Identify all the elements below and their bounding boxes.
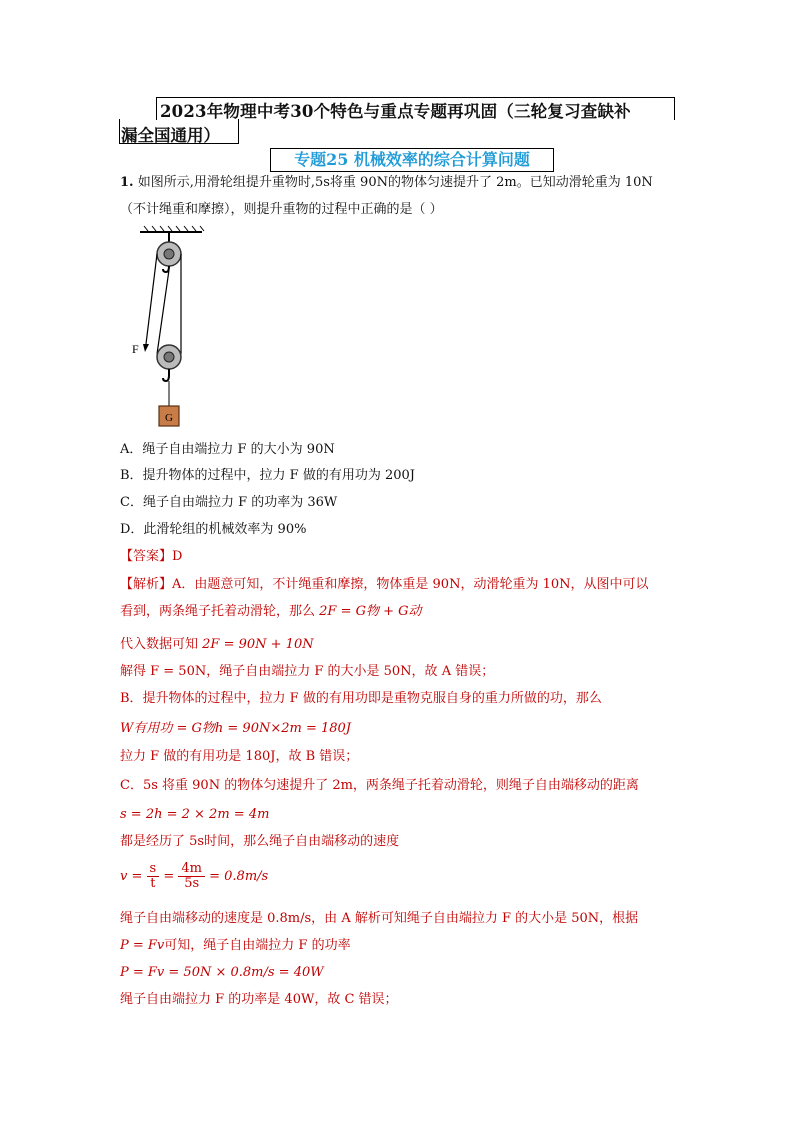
option-d: D．此滑轮组的机械效率为 90% (120, 522, 307, 537)
page-title-line1: 2023年物理中考30个特色与重点专题再巩固（三轮复习查缺补 (160, 102, 631, 121)
analysis-line-3 (120, 636, 314, 654)
option-b: B．提升物体的过程中，拉力 F 做的有用功为 200J (120, 468, 415, 483)
analysis-text: 可知，绳子自由端拉力 F 的功率 (164, 938, 351, 953)
eq-speed-result: = 0.8m/s (209, 869, 269, 884)
topic-subtitle: 专题25 机械效率的综合计算问题 (270, 148, 554, 172)
equation-power-formula: P = Fv (120, 938, 165, 953)
analysis-line-1 (120, 576, 649, 594)
equation-distance: s = 2h = 2 × 2m = 4m (120, 807, 270, 822)
analysis-line-9: 绳子自由端移动的速度是 0.8m/s，由 A 解析可知绳子自由端拉力 F 的大小是 50N，根据 (120, 911, 639, 926)
analysis-line-6: 拉力 F 做的有用功是 180J，故 B 错误； (120, 749, 359, 764)
eq-equals: = (163, 869, 175, 884)
analysis-text: 代入数据可知 (120, 637, 199, 652)
analysis-line-4: 解得 F = 50N，绳子自由端拉力 F 的大小是 50N，故 A 错误； (120, 664, 495, 679)
question-stem-line2: （不计绳重和摩擦），则提升重物的过程中正确的是（ ） (120, 202, 443, 217)
question-number: 1. (120, 175, 134, 190)
frac-num-s: s (147, 862, 160, 877)
question-stem-line1 (120, 174, 653, 192)
equation-force-balance: 2F = G物 + G动 (319, 604, 422, 619)
eq-speed-lhs: v = (120, 869, 143, 884)
fraction-4m-over-5s (178, 862, 205, 891)
equation-substitute: 2F = 90N + 10N (202, 637, 314, 652)
analysis-line-7: C．5s 将重 90N 的物体匀速提升了 2m，两条绳子托着动滑轮，则绳子自由端移动的距离 (120, 778, 639, 793)
analysis-line-2 (120, 603, 422, 621)
page-title-line2: 漏全国通用） (121, 126, 220, 145)
analysis-label: 【解析】 (120, 577, 173, 592)
option-c: C．绳子自由端拉力 F 的功率为 36W (120, 495, 338, 510)
analysis-text-a: A．由题意可知，不计绳重和摩擦，物体重是 90N，动滑轮重为 10N，从图中可以 (172, 577, 649, 592)
frac-den-t: t (150, 876, 156, 891)
force-label: F (132, 342, 139, 356)
answer-label: 【答案】D (120, 549, 183, 564)
analysis-text: 看到，两条绳子托着动滑轮，那么 (120, 604, 316, 619)
option-a: A．绳子自由端拉力 F 的大小为 90N (120, 442, 335, 457)
equation-useful-work: W有用功 = G物h = 90N×2m = 180J (120, 721, 352, 736)
analysis-line-5: B．提升物体的过程中，拉力 F 做的有用功即是重物克服自身的重力所做的功，那么 (120, 691, 602, 706)
frac-num-4m: 4m (178, 862, 205, 877)
equation-speed (120, 862, 268, 892)
weight-label: G (165, 412, 173, 424)
frac-den-5s: 5s (184, 876, 200, 891)
analysis-line-10 (120, 937, 351, 955)
fraction-s-over-t (147, 862, 160, 891)
question-stem-text: 如图所示,用滑轮组提升重物时,5s将重 90N的物体匀速提升了 2m。已知动滑轮重为 10N (137, 175, 653, 190)
pulley-figure (132, 226, 210, 430)
equation-power: P = Fv = 50N × 0.8m/s = 40W (120, 965, 324, 980)
analysis-line-11: 绳子自由端拉力 F 的功率是 40W，故 C 错误； (120, 992, 398, 1007)
analysis-line-8: 都是经历了 5s时间，那么绳子自由端移动的速度 (120, 834, 400, 849)
